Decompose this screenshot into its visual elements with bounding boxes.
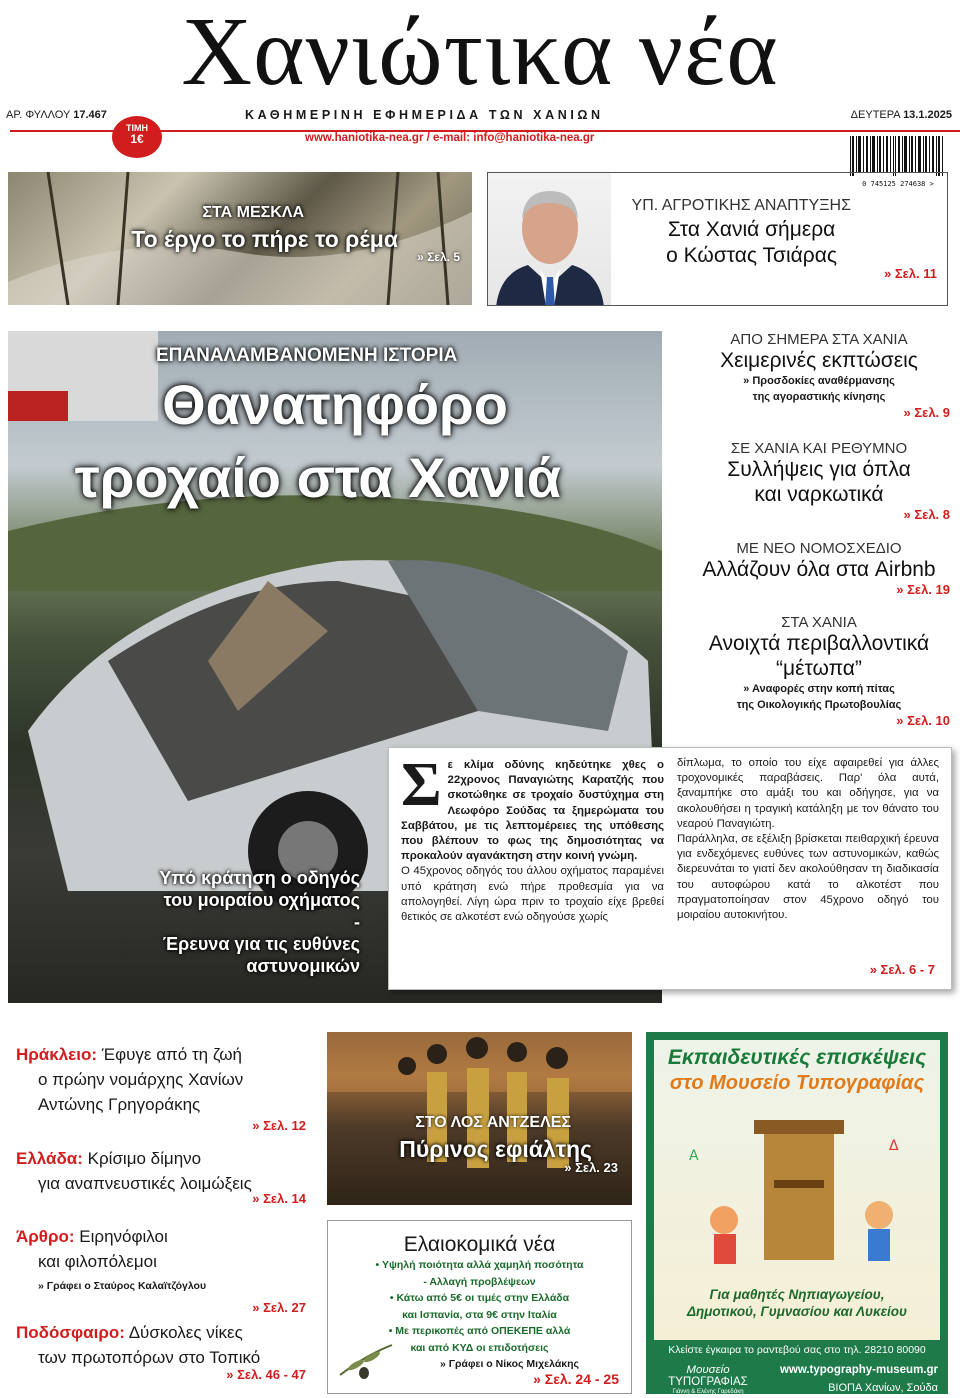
museum-logo xyxy=(656,1364,760,1394)
side-sub: » Αναφορές στην κοπή πίτας xyxy=(743,683,895,695)
brief-text: Κρίσιμο δίμηνο xyxy=(87,1149,202,1168)
minister-page-ref: » Σελ. 11 xyxy=(883,266,937,281)
meskla-story[interactable] xyxy=(8,172,472,305)
brief-page-ref: » Σελ. 27 xyxy=(252,1300,306,1315)
side-kicker: ΣΤΑ ΧΑΝΙΑ xyxy=(781,614,857,631)
side-story-environment[interactable] xyxy=(688,614,950,728)
date-day: ΔΕΥΤΕΡΑ xyxy=(850,109,900,121)
article-body-2b: Παράλληλα, σε εξέλιξη βρίσκεται πειθαρχική έρευνα για ενδεχόμενες ευθύνες των αστυνομικών, καθώς διερευνάται το γιατί δεν ακολούθησαν τη διαδικασία του αυτοφώρου κατά το αλκοτέστ που πραγματοποίησαν στον 45χρονο οδηγό του μοιραίου αυτοκινήτου. xyxy=(677,833,939,922)
museum-title-line2: στο Μουσείο Τυπογραφίας xyxy=(669,1072,925,1094)
price-value: 1€ xyxy=(130,132,144,146)
minister-headline-line2: ο Κώστας Τσιάρας xyxy=(666,244,837,267)
article-lead: ε κλίμα οδύνης κηδεύτηκε χθες ο 22χρονος Παναγιώτης Καρατζής που σκοτώθηκε σε τροχαίο δυστύχημα στη Λεωφόρο Σούδας τα ξημερώματα του Σαββάτου, με τις λεπτομέρειες της υπόθεσης που βλέπουν το φως της δημοσιότητας να προκαλούν αγανάκτηση στην κοινή γνώμη. xyxy=(401,759,664,863)
lead-photo-caption xyxy=(159,867,360,977)
brief-text: Δύσκολες νίκες xyxy=(128,1323,243,1342)
brief-label: Ηράκλειο: xyxy=(16,1045,98,1064)
issue-date xyxy=(851,109,952,121)
olive-item: και Ισπανία, στα 9€ στην Ιταλία xyxy=(402,1308,557,1321)
svg-text:A: A xyxy=(689,1148,699,1164)
fire-page-ref: » Σελ. 23 xyxy=(564,1160,618,1175)
olive-item: • Κάτω από 5€ οι τιμές στην Ελλάδα xyxy=(389,1292,570,1304)
olive-item: • Με περικοπές από ΟΠΕΚΕΠΕ αλλά xyxy=(388,1325,571,1337)
issue-label: ΑΡ. ΦΥΛΛΟΥ xyxy=(6,109,71,121)
barcode-number: 0 745125 274638 > xyxy=(862,180,934,188)
brief-page-ref: » Σελ. 46 - 47 xyxy=(226,1367,306,1382)
article-body-1: Ο 45χρονος οδηγός του άλλου οχήματος παραμένει υπό κράτηση ενώ πήρε προθεσμία για να απολογηθεί. Λίγη ώρα πριν το τροχαίο είχε βρεθεί θετικός σε αλκοτέστ ενώ οδηγούσε χωρίς xyxy=(401,865,664,924)
minister-kicker: ΥΠ. ΑΓΡΟΤΙΚΗΣ ΑΝΑΠΤΥΞΗΣ xyxy=(631,197,851,214)
brief-text: για αναπνευστικές λοιμώξεις xyxy=(38,1174,252,1193)
svg-text:Δ: Δ xyxy=(889,1138,899,1154)
museum-audience-line1: Για μαθητές Νηπιαγωγείου, xyxy=(709,1287,885,1302)
masthead-subtitle: ΚΑΘΗΜΕΡΙΝΗ ΕΦΗΜΕΡΙΔΑ ΤΩΝ ΧΑΝΙΩΝ xyxy=(245,108,604,122)
los-angeles-fire-story[interactable] xyxy=(327,1032,632,1205)
brief-text: Έφυγε από τη ζωή xyxy=(101,1045,242,1064)
museum-url[interactable]: www.typography-museum.gr xyxy=(779,1364,938,1376)
museum-title-line1: Εκπαιδευτικές επισκέψεις xyxy=(667,1046,927,1069)
article-page-ref: » Σελ. 6 - 7 xyxy=(869,961,935,977)
side-kicker: ΜΕ ΝΕΟ ΝΟΜΟΣΧΕΔΙΟ xyxy=(736,540,902,557)
brief-article[interactable] xyxy=(16,1224,306,1317)
side-kicker: ΑΠΟ ΣΗΜΕΡΑ ΣΤΑ ΧΑΝΙΑ xyxy=(730,331,908,348)
lead-headline-line1: Θανατηφόρο xyxy=(162,373,508,436)
typography-museum-ad[interactable] xyxy=(646,1032,948,1394)
side-headline: Συλλήψεις για όπλα xyxy=(727,458,911,481)
lead-kicker: ΕΠΑΝΑΛΑΜΒΑΝΟΜΕΝΗ ΙΣΤΟΡΙΑ xyxy=(156,345,458,366)
brief-heraklion[interactable] xyxy=(16,1042,306,1135)
museum-audience-line2: Δημοτικού, Γυμνασίου και Λυκείου xyxy=(686,1304,908,1319)
article-column-1 xyxy=(401,751,664,925)
olive-branch-icon xyxy=(336,1335,396,1385)
side-sub: της Οικολογικής Πρωτοβουλίας xyxy=(736,699,902,711)
olive-item: και από ΚΥΔ οι επιδοτήσεις xyxy=(410,1341,549,1354)
brief-text: και φιλοπόλεμοι xyxy=(38,1252,157,1271)
side-headline: Αλλάζουν όλα στα Airbnb xyxy=(702,558,936,581)
museum-address: ΒΙΟΠΑ Χανίων, Σούδα xyxy=(828,1382,938,1394)
side-page-ref: » Σελ. 8 xyxy=(903,507,950,522)
article-body-2a: δίπλωμα, το οποίο του είχε αφαιρεθεί για άλλες τροχονομικές παραβάσεις. Παρ' όλα αυτά, ξαναμπήκε στο αμάξι του και οδήγησε, για να ακολουθήσει η τραγική κατάληξη με τον θάνατο του νεαρού Παναγιώτη. xyxy=(677,757,939,830)
website-link[interactable]: www.haniotika-nea.gr / e-mail: info@haniotika-nea.gr xyxy=(305,132,595,144)
lead-headline-line2: τροχαίο στα Χανιά xyxy=(74,446,562,509)
caption-line1: Υπό κράτηση ο οδηγός xyxy=(159,868,360,888)
brief-football[interactable] xyxy=(16,1320,306,1384)
logo-main: ΤΥΠΟΓΡΑΦΙΑΣ xyxy=(668,1376,748,1388)
caption-line2: του μοιραίου οχήματος xyxy=(163,890,360,910)
olive-byline: » Γράφει ο Νίκος Μιχελάκης xyxy=(439,1358,580,1370)
side-headline: “μέτωπα” xyxy=(776,657,862,680)
side-story-sales[interactable] xyxy=(688,331,950,420)
olive-title: Ελαιοκομικά νέα xyxy=(403,1233,556,1256)
price-badge xyxy=(112,116,162,158)
brief-text: ο πρώην νομάρχης Χανίων xyxy=(38,1070,244,1089)
museum-audience xyxy=(646,1286,948,1320)
meskla-headline: Το έργο το πήρε το ρέμα xyxy=(131,226,398,252)
side-page-ref: » Σελ. 9 xyxy=(903,405,950,420)
side-story-arrests[interactable] xyxy=(688,440,950,522)
minister-portrait xyxy=(488,173,611,306)
olive-item: - Αλλαγή προβλέψεων xyxy=(423,1275,536,1288)
issue-info xyxy=(6,109,107,121)
side-sub: » Προσδοκίες αναθέρμανσης xyxy=(743,375,895,387)
caption-line4: Έρευνα για τις ευθύνες xyxy=(162,934,360,954)
side-kicker: ΣΕ ΧΑΝΙΑ ΚΑΙ ΡΕΘΥΜΝΟ xyxy=(730,440,908,457)
side-page-ref: » Σελ. 10 xyxy=(896,713,950,728)
olive-page-ref: » Σελ. 24 - 25 xyxy=(533,1371,619,1387)
brief-page-ref: » Σελ. 14 xyxy=(252,1191,306,1206)
issue-number: 17.467 xyxy=(73,109,107,121)
brief-page-ref: » Σελ. 12 xyxy=(252,1118,306,1133)
side-page-ref: » Σελ. 19 xyxy=(896,582,950,597)
side-headline: Ανοιχτά περιβαλλοντικά xyxy=(708,632,930,655)
brief-label: Ποδόσφαιρο: xyxy=(16,1323,125,1342)
masthead-title: Χανιώτικα νέα xyxy=(181,0,779,106)
olive-news-box[interactable] xyxy=(327,1220,632,1394)
minister-headline xyxy=(666,217,837,269)
fire-headline: Πύρινος εφιάλτης xyxy=(399,1136,592,1162)
drop-cap: Σ xyxy=(401,751,442,819)
museum-booking: Κλείστε έγκαιρα το ραντεβού σας στο τηλ. 28210 80090 xyxy=(668,1344,926,1356)
minister-headline-line1: Στα Χανιά σήμερα xyxy=(667,218,836,241)
meskla-kicker: ΣΤΑ ΜΕΣΚΛΑ xyxy=(202,204,304,221)
brief-byline: » Γράφει ο Σταύρος Καλαϊτζόγλου xyxy=(38,1280,207,1292)
side-sub: της αγοραστικής κίνησης xyxy=(752,391,886,403)
brief-text: Αντώνης Γρηγοράκης xyxy=(38,1095,201,1114)
side-story-airbnb[interactable] xyxy=(688,540,950,597)
side-headline: και ναρκωτικά xyxy=(754,483,884,506)
lead-article[interactable] xyxy=(388,747,952,990)
brief-text: των πρωτοπόρων στο Τοπικό xyxy=(38,1348,261,1367)
side-headline: Χειμερινές εκπτώσεις xyxy=(720,349,918,372)
logo-script: Μουσείο xyxy=(686,1364,730,1376)
date-value: 13.1.2025 xyxy=(903,109,952,121)
logo-sub: Γιάννη & Ελένης Γαρεδάκη xyxy=(672,1389,744,1394)
brief-label: Άρθρο: xyxy=(16,1227,75,1246)
brief-label: Ελλάδα: xyxy=(16,1149,83,1168)
caption-line5: αστυνομικών xyxy=(246,956,360,976)
caption-line3: - xyxy=(354,912,360,932)
price-label: ΤΙΜΗ xyxy=(126,123,148,133)
brief-greece[interactable] xyxy=(16,1146,306,1208)
fire-kicker: ΣΤΟ ΛΟΣ ΑΝΤΖΕΛΕΣ xyxy=(415,1114,571,1131)
minister-story[interactable] xyxy=(487,172,948,306)
meskla-page-ref: » Σελ. 5 xyxy=(417,250,460,264)
olive-item: • Υψηλή ποιότητα αλλά χαμηλή ποσότητα xyxy=(375,1259,584,1271)
article-column-2 xyxy=(677,756,939,923)
brief-text: Ειρηνόφιλοι xyxy=(79,1227,168,1246)
